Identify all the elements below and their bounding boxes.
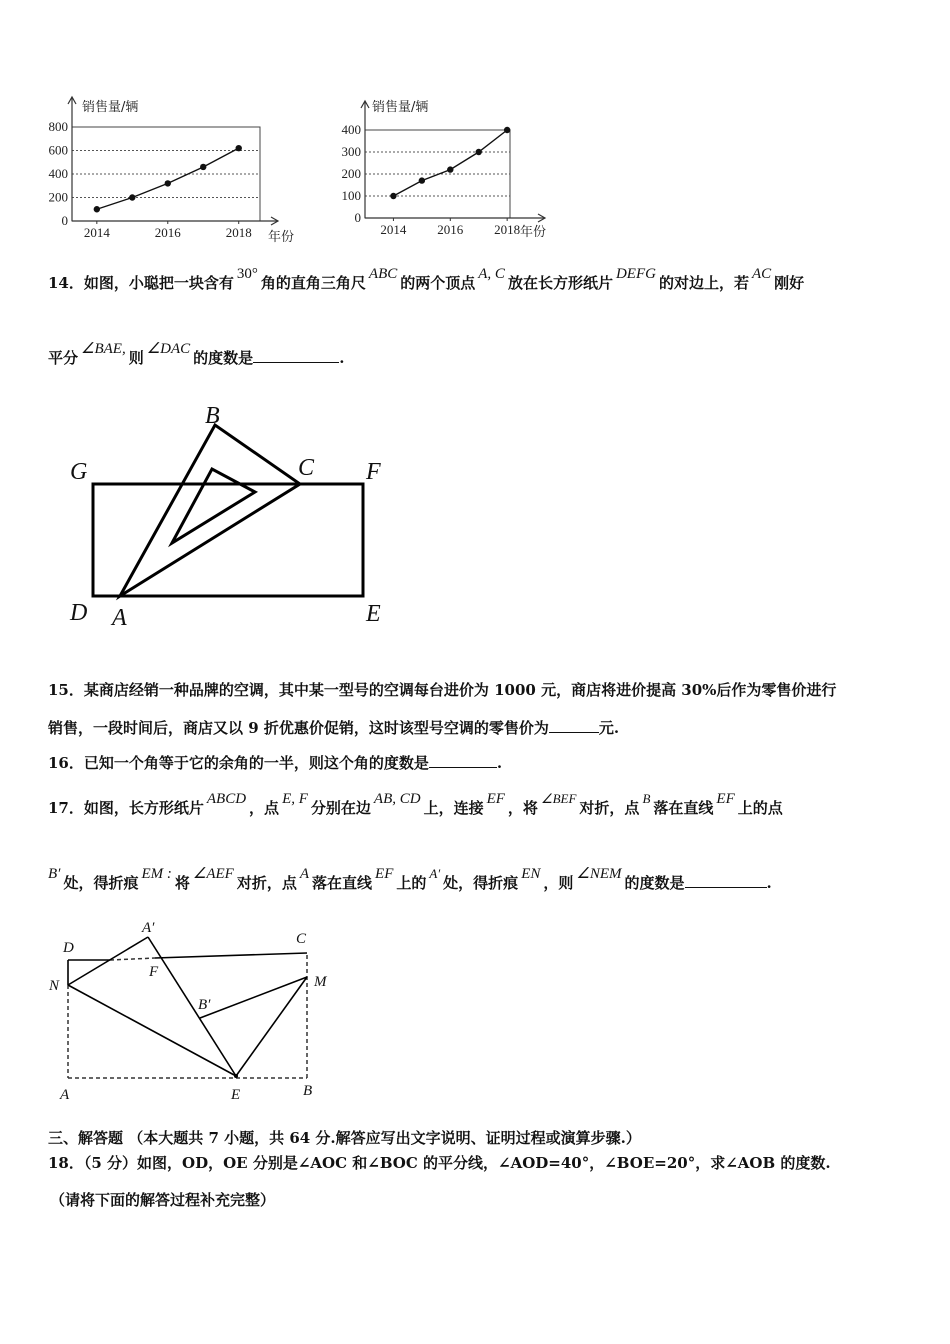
q17-figure (45, 915, 345, 1105)
q17-text: 处，得折痕 (443, 874, 519, 892)
point-e (234, 1074, 238, 1078)
q17-text: . (766, 874, 772, 892)
chart-2-plot (342, 101, 546, 237)
y-tick-label: 400 (48, 166, 68, 181)
q17-text: 落在直线 (653, 799, 714, 817)
q17-text: 的度数是 (624, 874, 685, 892)
answer-blank[interactable] (549, 718, 599, 733)
point-label-g: G (70, 459, 88, 485)
q15-text: 元. (598, 719, 620, 737)
q17-text: 对折，点 (579, 799, 640, 817)
point-label-a-prime: A′ (142, 920, 155, 936)
q14-text: 角的直角三角尺 (260, 274, 366, 292)
edge-em (236, 977, 307, 1076)
section-3-heading: 三、解答题 （本大题共 7 小题，共 64 分.解答应写出文字说明、证明过程或演算步骤.） (48, 1129, 641, 1147)
q15-line-1: 15．某商店经销一种品牌的空调，其中某一型号的空调每台进价为 1000 元，商店将进价提高 30%后作为零售价进行 (48, 681, 837, 699)
edge-aprime-e (148, 937, 236, 1076)
math-e-f: E, F (282, 791, 308, 807)
edge-n-aprime (68, 937, 148, 985)
chart-1-ylabel: 销售量/辆 (82, 100, 139, 115)
q17-text: 落在直线 (312, 874, 373, 892)
y-tick-label: 200 (48, 189, 68, 205)
math-ef: EF (486, 791, 505, 807)
data-point (419, 177, 425, 183)
q14-text: 放在长方形纸片 (507, 274, 613, 292)
series-line (393, 130, 507, 196)
x-tick-label: 2016 (437, 222, 464, 237)
math-30-degree: 30° (236, 266, 258, 282)
x-tick-label: 2016 (154, 225, 181, 240)
data-point (236, 145, 242, 151)
q17-line-2 (48, 866, 772, 893)
math-angle-aef: ∠AEF (192, 866, 234, 882)
q17-text: 处，得折痕 (63, 874, 139, 892)
point-label-b-prime: B′ (198, 997, 211, 1013)
point-label-e: E (366, 601, 381, 627)
q17-line-1 (48, 791, 783, 818)
q17-text: 上的 (396, 874, 427, 892)
series-line (97, 148, 239, 209)
q17-text: 上的点 (737, 799, 783, 817)
math-defg: DEFG (615, 266, 656, 282)
math-em: EM : (141, 866, 172, 882)
q14-figure (60, 395, 400, 635)
math-ab-cd: AB, CD (373, 791, 421, 807)
point-label-f: F (366, 459, 381, 485)
q14-text: . (339, 349, 345, 367)
math-en: EN (521, 866, 541, 882)
edge-d-f-dotted (110, 958, 155, 960)
q17-text: 将 (174, 874, 190, 892)
math-abc: ABC (368, 266, 398, 282)
q18-line-2: （请将下面的解答过程补充完整） (50, 1191, 276, 1209)
data-point (200, 164, 206, 170)
data-point (447, 166, 453, 172)
sales-chart-1 (40, 95, 310, 250)
math-b-prime: B′ (48, 866, 61, 882)
q17-text: 上，连接 (423, 799, 484, 817)
math-angle-bef: ∠BEF (540, 791, 577, 806)
chart-1-xlabel: 年份 (268, 230, 295, 245)
triangle-abc (120, 425, 300, 596)
q17-text: ，将 (507, 799, 538, 817)
point-label-b: B (205, 403, 220, 429)
x-tick-label: 2014 (380, 222, 407, 237)
sales-chart-2 (340, 95, 570, 250)
q14-text: 则 (128, 349, 144, 367)
point-label-c: C (296, 931, 307, 947)
data-point (94, 206, 100, 212)
q14-text: 刚好 (774, 274, 805, 292)
math-ac: AC (751, 266, 772, 282)
math-ef: EF (716, 791, 735, 807)
chart-2-xlabel: 年份 (520, 225, 547, 240)
q16-text: . (496, 754, 503, 772)
math-angle-bae: ∠BAE, (81, 341, 126, 357)
q18-line-1: 18．（5 分）如图，OD，OE 分别是∠AOC 和∠BOC 的平分线，∠AOD=40°，∠BOE=20°，求∠AOB 的度数. (48, 1154, 831, 1172)
data-point (165, 180, 171, 186)
math-abcd: ABCD (206, 791, 247, 807)
chart-1-plot (49, 97, 279, 240)
rectangle-defg (93, 484, 363, 596)
math-b: B (642, 791, 651, 806)
math-a-prime: A′ (429, 866, 441, 881)
edge-fc (155, 953, 307, 958)
point-label-a: A (112, 605, 127, 631)
q14-text: 14．如图，小聪把一块含有 (48, 274, 234, 292)
q17-text: 分别在边 (310, 799, 371, 817)
data-point (504, 127, 510, 133)
data-point (476, 149, 482, 155)
answer-blank[interactable] (685, 873, 767, 888)
point-label-m: M (314, 974, 327, 990)
y-tick-label: 300 (341, 144, 361, 159)
q16-text: 16．已知一个角等于它的余角的一半，则这个角的度数是 (48, 754, 429, 772)
point-label-n: N (49, 978, 60, 994)
y-tick-label: 200 (341, 166, 361, 181)
math-a-c: A, C (478, 266, 505, 282)
y-tick-label: 600 (48, 142, 68, 158)
answer-blank[interactable] (253, 348, 339, 363)
q14-line-2 (48, 341, 345, 368)
q15-line-2 (48, 717, 619, 738)
point-label-d: D (63, 940, 74, 956)
math-a: A (299, 866, 310, 882)
y-tick-label: 400 (341, 122, 361, 137)
x-tick-label: 2018 (494, 222, 521, 237)
q16-line (48, 752, 502, 773)
y-tick-label: 0 (354, 210, 361, 225)
x-tick-label: 2014 (83, 225, 110, 240)
chart-2-ylabel: 销售量/辆 (372, 100, 429, 115)
q17-text: 对折，点 (236, 874, 297, 892)
y-tick-label: 0 (61, 213, 68, 228)
y-tick-label: 800 (48, 119, 68, 134)
q14-text: 的对边上，若 (658, 274, 749, 292)
data-point (390, 193, 396, 199)
point-label-c: C (298, 455, 315, 481)
y-tick-label: 100 (341, 188, 361, 203)
point-label-e: E (231, 1087, 241, 1103)
q17-text: ，点 (249, 799, 280, 817)
math-ef: EF (375, 866, 394, 882)
data-point (129, 194, 135, 200)
q14-text: 平分 (48, 349, 79, 367)
q17-text: 17．如图，长方形纸片 (48, 799, 204, 817)
point-label-a: A (60, 1087, 70, 1103)
q14-text: 的度数是 (193, 349, 254, 367)
x-tick-label: 2018 (225, 225, 252, 240)
q14-line-1 (48, 266, 805, 293)
point-label-b: B (303, 1083, 313, 1099)
q17-text: ，则 (543, 874, 574, 892)
math-angle-nem: ∠NEM (576, 866, 622, 882)
answer-blank[interactable] (429, 753, 497, 768)
edge-bprime-m (200, 977, 307, 1018)
q14-text: 的两个顶点 (400, 274, 476, 292)
math-angle-dac: ∠DAC (146, 341, 191, 357)
edge-ne (68, 985, 236, 1076)
point-label-f: F (149, 964, 159, 980)
q15-text: 销售，一段时间后，商店又以 9 折优惠价促销，这时该型号空调的零售价为 (48, 719, 549, 737)
point-label-d: D (70, 600, 88, 626)
